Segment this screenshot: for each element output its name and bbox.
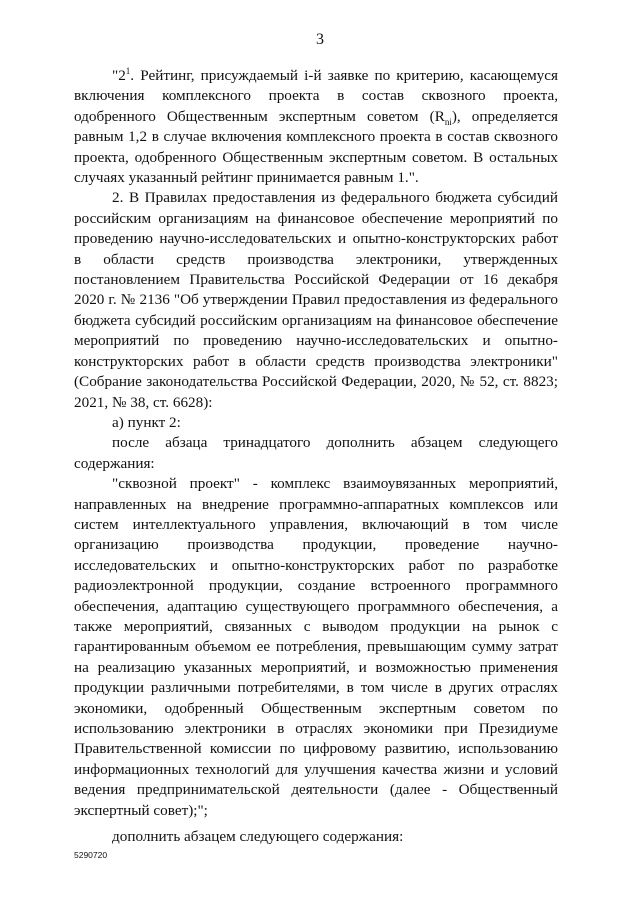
paragraph-after-thirteenth: после абзаца тринадцатого дополнить абзацем следующего содержания: bbox=[74, 434, 558, 472]
paragraph-rating bbox=[74, 66, 558, 188]
superscript-1: 1 bbox=[125, 65, 131, 76]
paragraph-rules-amendment: 2. В Правилах предоставления из федерального бюджета субсидий российским организациям на финансовое обеспечение мероприятий по проведению научно-исследовательских и опытно-конструкторских работ в области средств производства электроники, утвержденных постановлением Правительства Российской Федерации от 16 декабря 2020 г. № 2136 "Об утверждении Правил предоставления из федерального бюджета субсидий российским организациям на финансовое обеспечение мероприятий по проведению научно-исследовательских и опытно-конструкторских работ в области средств производства электроники" (Собрание законодательства Российской Федерации, 2020, № 52, ст. 8823; 2021, № 38, ст. 6628): bbox=[74, 189, 558, 411]
paragraph-rating-start: "2 bbox=[112, 67, 126, 84]
document-code: 5290720 bbox=[74, 850, 108, 860]
paragraph-through-project-definition: "сквозной проект" - комплекс взаимоувязанных мероприятий, направленных на внедрение программно-аппаратных комплексов или систем интеллектуального управления, включающий в том числе организацию производства продукции, проведение научно-исследовательских и опытно-конструкторских работ по разработке радиоэлектронной продукции, создание встроенного программного обеспечения, адаптацию существующего программного обеспечения, а также мероприятий, связанных с выводом продукции на рынок с гарантированным объемом ее потребления, превышающим сумму затрат на реализацию указанных мероприятий, и возможностью применения продукции различными потребителями, в том числе в других отраслях экономики, одобренный Общественным экспертным советом по использованию электроники в отраслях экономики при Президиуме Правительственной комиссии по цифровому развитию, использованию информационных технологий для улучшения качества жизни и условий ведения предпринимательской деятельности (далее - Общественный экспертный совет);"; bbox=[74, 475, 558, 819]
paragraph-rating-end: ), определяется равным 1,2 в случае включения комплексного проекта в состав сквозного проекта, одобренного Общественным экспертным советом. В остальных случаях указанный рейтинг принимается равным 1.". bbox=[74, 107, 558, 187]
subscript-ni: ni bbox=[444, 116, 452, 127]
paragraph-item-a: а) пункт 2: bbox=[112, 413, 181, 431]
document-body bbox=[74, 66, 558, 847]
paragraph-rating-middle: . Рейтинг, присуждаемый i-й заявке по критерию, касающемуся включения комплексного проекта в состав сквозного проекта, одобренного Общественным экспертным советом (R bbox=[74, 67, 558, 125]
page-number: 3 bbox=[316, 31, 324, 48]
paragraph-add-paragraph: дополнить абзацем следующего содержания: bbox=[112, 828, 404, 846]
